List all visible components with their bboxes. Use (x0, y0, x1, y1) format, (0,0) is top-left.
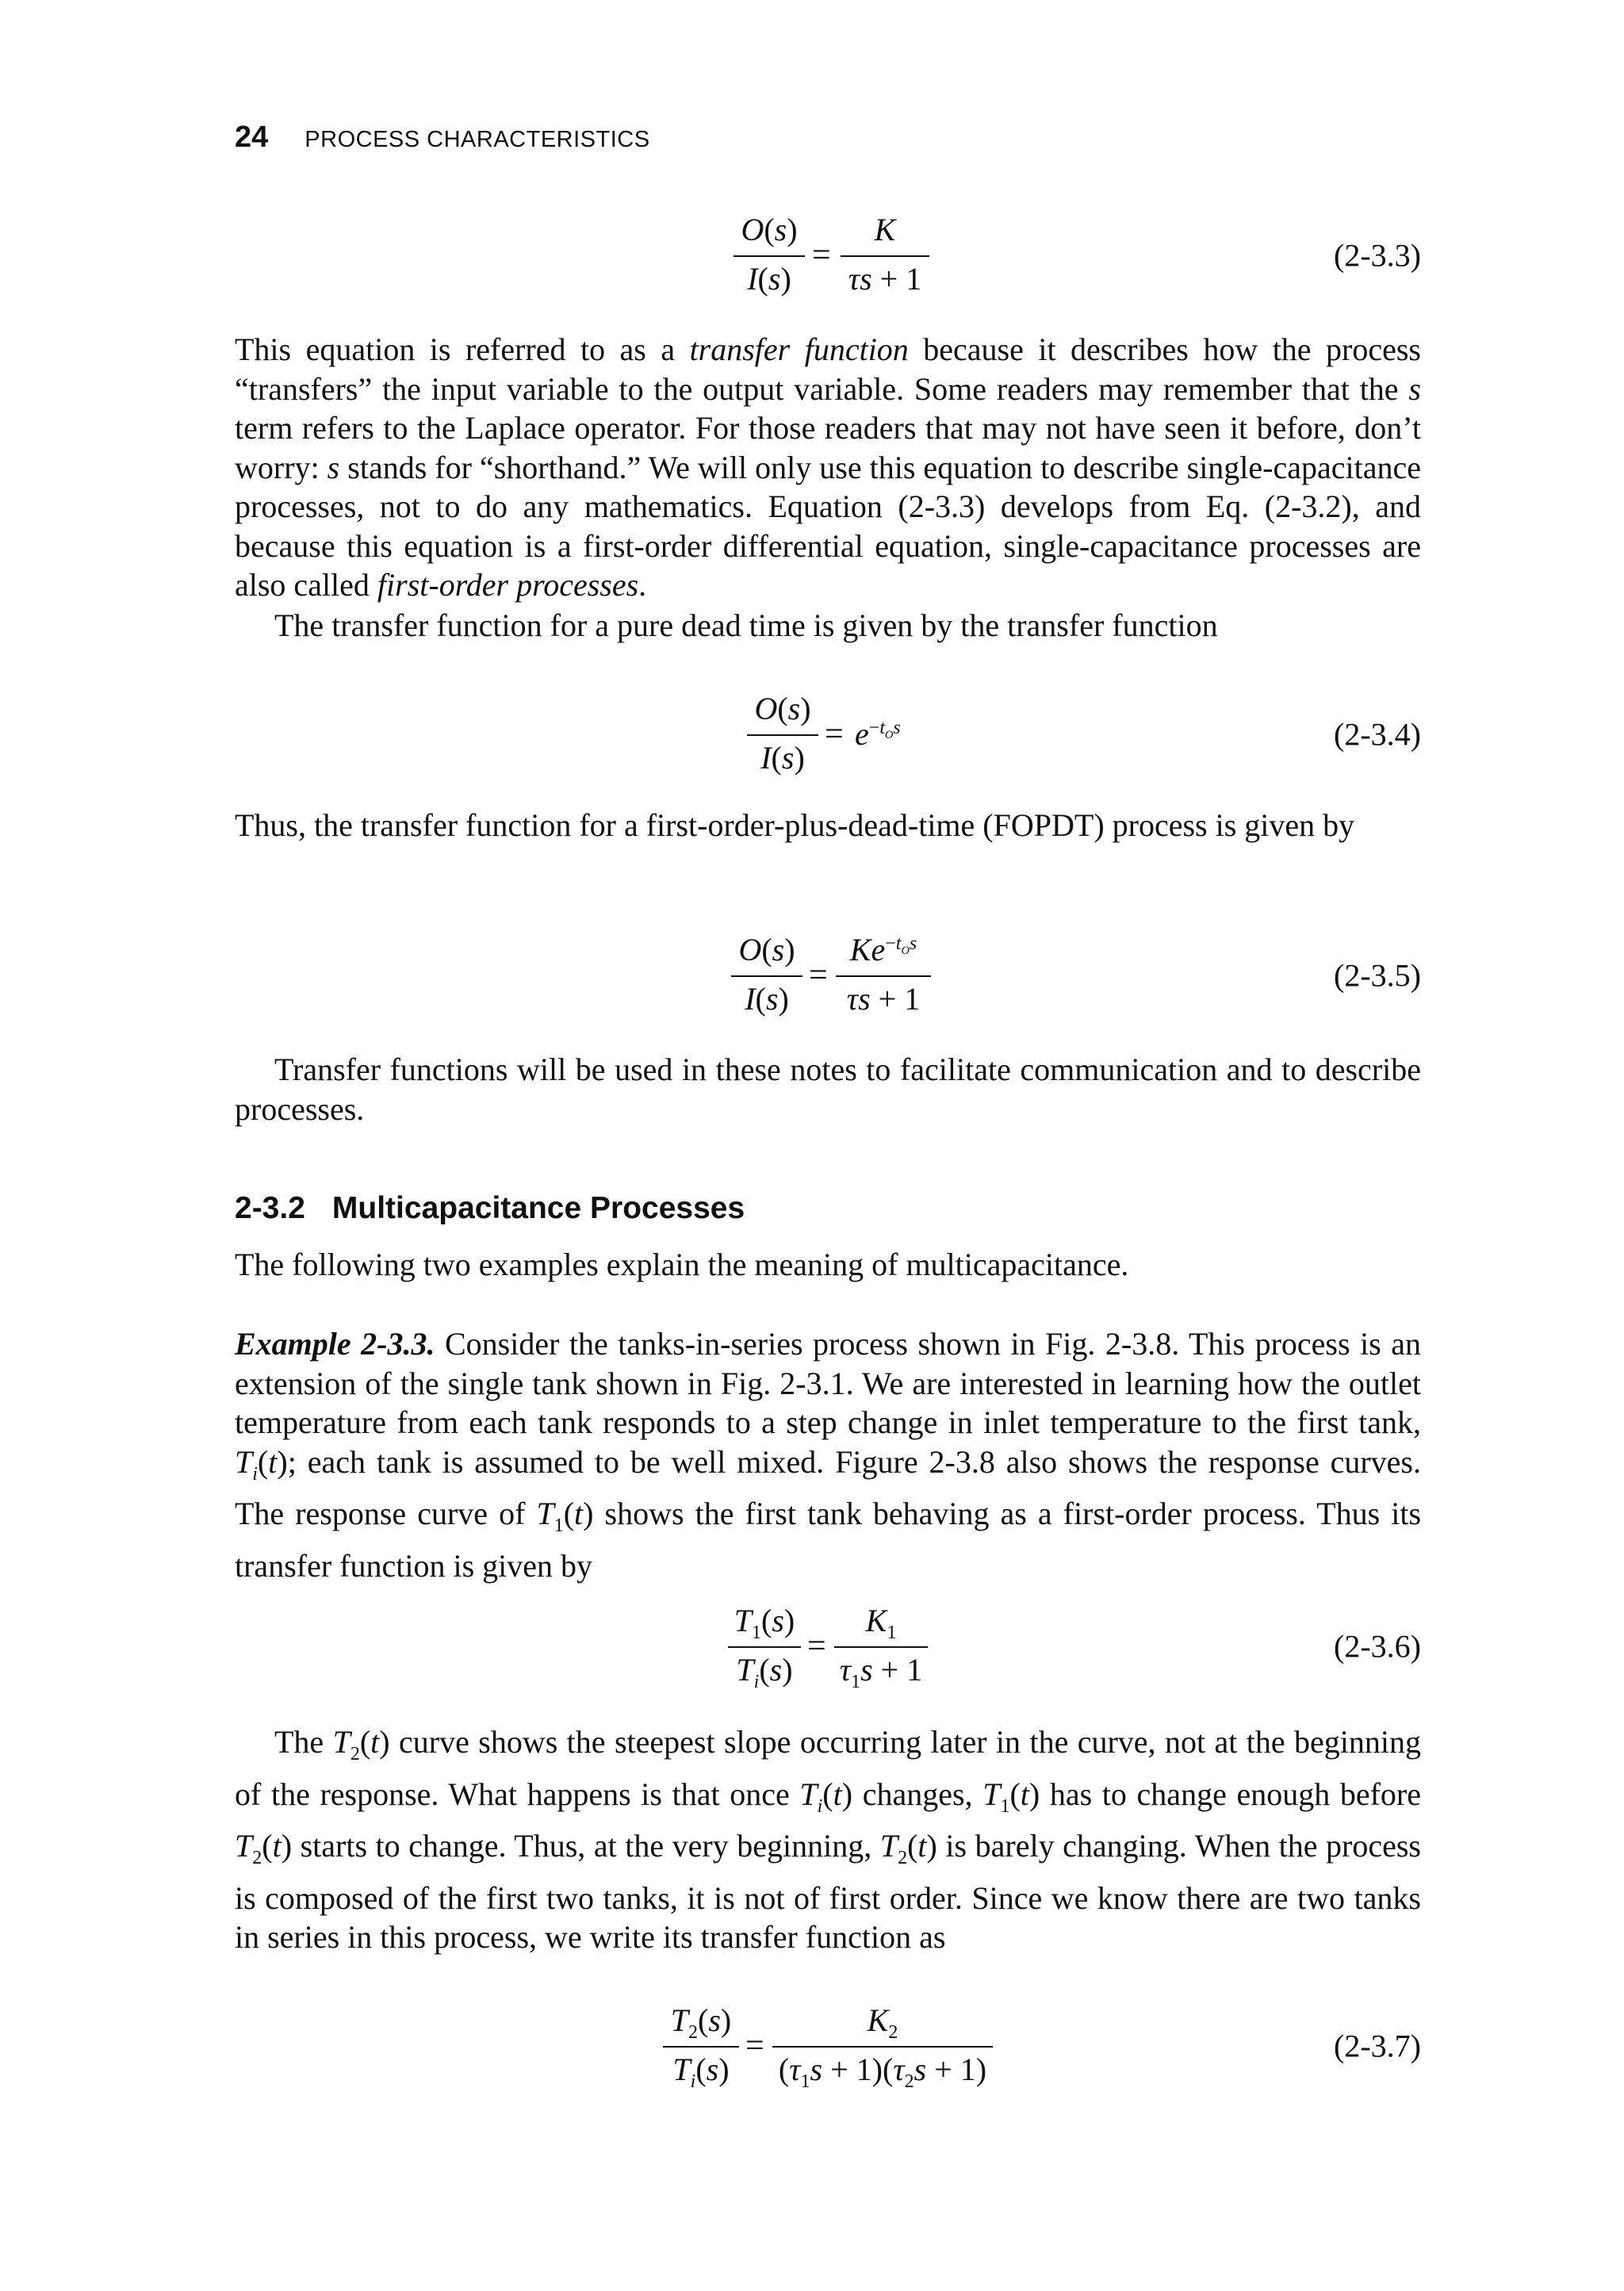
equation-number: (2-3.7) (1334, 2028, 1421, 2064)
fraction-lhs: $T_1(s)$ $T_i(s)$ (728, 1599, 801, 1694)
equation-2-3-3 (0, 208, 1624, 303)
equals-sign: = (825, 716, 844, 753)
equals-sign: = (745, 2028, 764, 2064)
fraction-rhs: $Ke^{-t_Os}$ τs + 1 (836, 928, 931, 1023)
paragraph-dead-time: The transfer function for a pure dead time is given by the transfer function (274, 607, 1218, 643)
fraction-lhs: $T_2(s)$ $T_i(s)$ (663, 1998, 739, 2094)
equation-2-3-7 (0, 1998, 1624, 2094)
paragraph-transfer-function: This equation is referred to as a transfer function because it describes how the process “transfers” the input variable to the output variable. Some readers may remember that the s term refers to the Laplace operator. For those readers that may not have seen it before, don’t worry: s stands for “shorthand.” We will only use this equation to describe single-capacitance processes, not to do any mathematics. Equation (2-3.3) develops from Eq. (2-3.2), and because this equation is a first-order differential equation, single-capacitance processes are also called first-order processes. (235, 331, 1421, 603)
equals-sign: = (809, 957, 828, 994)
equals-sign: = (807, 1628, 826, 1665)
fraction-lhs: O(s) I(s) (733, 208, 805, 303)
fraction-rhs: K τs + 1 (841, 208, 929, 303)
fraction-lhs: O(s) I(s) (747, 687, 818, 782)
equation-2-3-6 (0, 1599, 1624, 1694)
exponential-term: $e^{-t_Os}$ (855, 716, 901, 752)
equation-number: (2-3.3) (1334, 237, 1421, 274)
paragraph-transfer-functions-usage: Transfer functions will be used in these notes to facilitate communication and to describe processes. (235, 1052, 1421, 1127)
fraction-lhs: O(s) I(s) (731, 928, 802, 1023)
section-heading (235, 1191, 745, 1226)
equation-number: (2-3.6) (1334, 1628, 1421, 1665)
fraction-rhs: $K_2$ $(\tau_1s + 1)(\tau_2s + 1)$ (772, 1998, 993, 2094)
paragraph-multicapacitance-intro: The following two examples explain the meaning of multicapacitance. (235, 1247, 1129, 1282)
running-title: PROCESS CHARACTERISTICS (304, 127, 650, 152)
equation-2-3-4 (0, 687, 1624, 782)
paragraph-fopdt: Thus, the transfer function for a first-order-plus-dead-time (FOPDT) process is given by (235, 807, 1355, 843)
paragraph-example-2-3-3: Example 2-3.3. Consider the tanks-in-series process shown in Fig. 2-3.8. This process is an extension of the single tank shown in Fig. 2-3.1. We are interested in learning how the outlet temperature from each tank responds to a step change in inlet temperature to the first tank, $T_i(t)$; each tank is assumed to be well mixed. Figure 2-3.8 also shows the response curves. The response curve of $T_1(t)$ shows the first tank behaving as a first-order process. Thus its transfer function is given by (235, 1326, 1422, 1584)
equation-number: (2-3.4) (1334, 716, 1421, 753)
equation-2-3-5 (0, 928, 1624, 1023)
running-header (235, 121, 650, 155)
paragraph-t2-curve: The $T_2(t)$ curve shows the steepest slope occurring later in the curve, not at the beginning of the response. What happens is that once $T_i(t)$ changes, $T_1(t)$ has to change enough before $T_2(t)$ starts to change. Thus, at the very beginning, $T_2(t)$ is barely changing. When the process is composed of the first two tanks, it is not of first order. Since we know there are two tanks in series in this process, we write its transfer function as (235, 1724, 1421, 1955)
section-title: Multicapacitance Processes (331, 1191, 745, 1225)
equals-sign: = (812, 237, 831, 274)
page-number: 24 (235, 121, 269, 154)
section-number: 2-3.2 (235, 1191, 305, 1225)
equation-number: (2-3.5) (1334, 957, 1421, 994)
fraction-rhs: $K_1$ $\tau_1s + 1$ (834, 1599, 928, 1694)
